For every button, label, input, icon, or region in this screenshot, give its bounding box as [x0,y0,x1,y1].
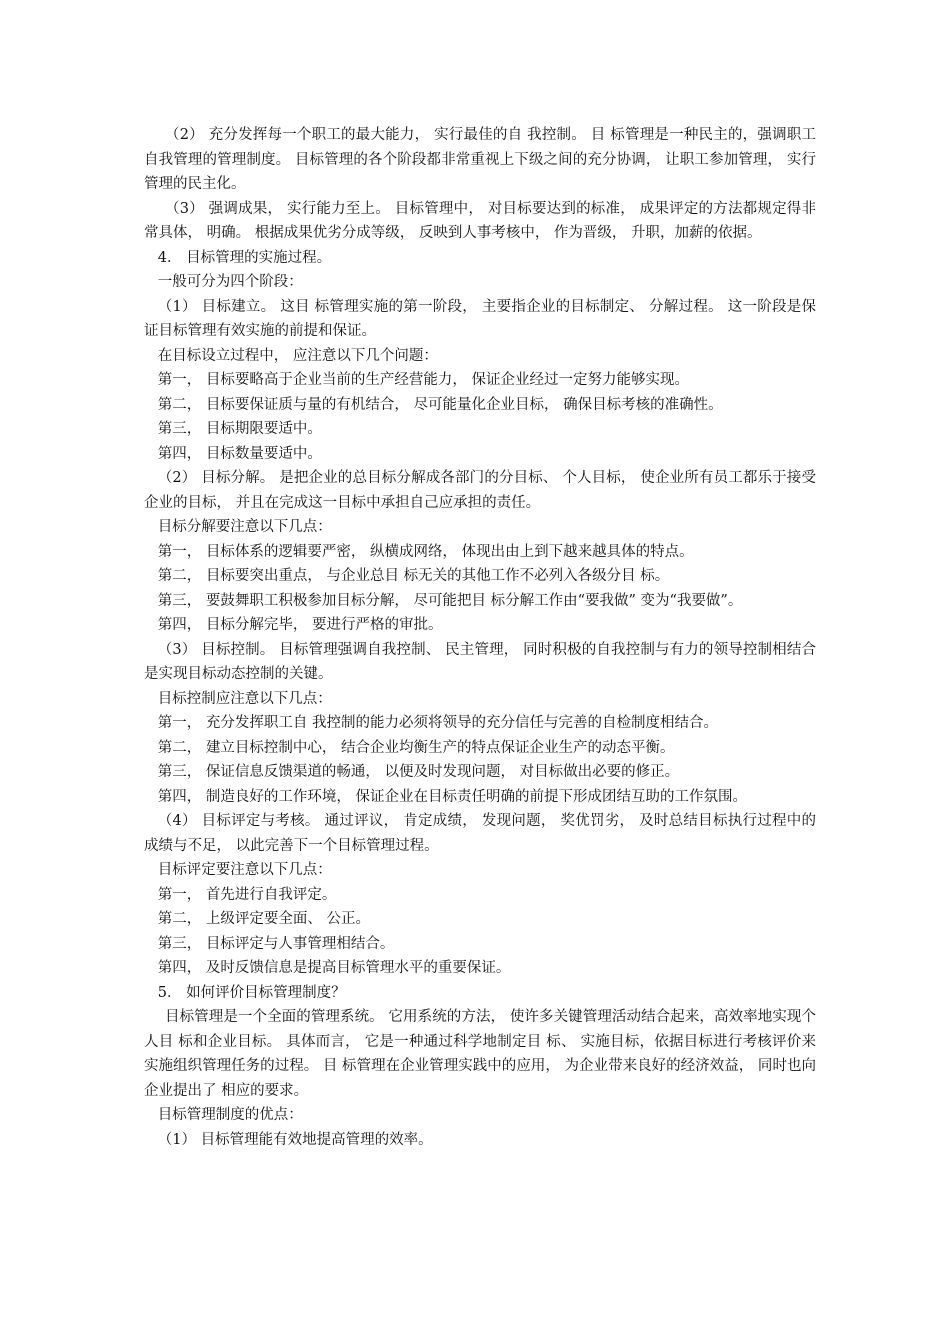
list-item: 第一， 目标要略高于企业当前的生产经营能力， 保证企业经过一定努力能够实现。 [157,372,689,388]
paragraph-stage-4-notes: 目标评定要注意以下几点： [157,862,332,878]
paragraph-stage-4: （4） 目标评定与考核。 通过评议， 肯定成绩， 发现问题， 奖优罚劣， 及时总结目标执行过程中的成绩与不足， 以此完善下一个目标管理过程。 [144,813,816,854]
paragraph-stage-1: （1） 目标建立。 这目 标管理实施的第一阶段， 主要指企业的目标制定、 分解过程。 这一阶段是保证目标管理有效实施的前提和保证。 [144,298,816,339]
paragraph-advantage-1: （1） 目标管理能有效地提高管理的效率。 [157,1131,433,1148]
paragraph-evaluation: 目标管理是一个全面的管理系统。 它用系统的方法， 使许多关键管理活动结合起来，高效率地实现个人目 标和企业目标。 具体而言， 它是一种通过科学地制定目 标、 实施目标，依据目标进行考核评价来实施组织管理任务的过程。 目 标管理在企业管理实践中的应用， 为企业带来良好的经济效益， 同时也向企业提出了 相应的要求。 [144,1009,816,1099]
paragraph-principle-2: （2） 充分发挥每一个职工的最大能力， 实行最佳的自 我控制。 目 标管理是一种民主的，强调职工自我管理的管理制度。 目标管理的各个阶段都非常重视上下级之间的充分协调， 让职工参加管理， 实行管理的民主化。 [144,127,816,192]
paragraph-stage-2-notes: 目标分解要注意以下几点： [157,519,332,535]
list-item: 第二， 建立目标控制中心， 结合企业均衡生产的特点保证企业生产的动态平衡。 [157,739,675,756]
paragraph-stage-3: （3） 目标控制。 目标管理强调自我控制、 民主管理， 同时积极的自我控制与有力的领导控制相结合是实现目标动态控制的关键。 [144,641,816,682]
list-item: 第二， 目标要突出重点， 与企业总目 标无关的其他工作不必列入各级分目 标。 [157,568,670,584]
paragraph-stages-intro: 一般可分为四个阶段： [157,274,303,290]
paragraph-principle-3: （3） 强调成果， 实行能力至上。 目标管理中， 对目标要达到的标准， 成果评定的方法都规定得非常具体， 明确。 根据成果优劣分成等级， 反映到人事考核中， 作为晋级， 升职，加薪的依据。 [144,200,816,241]
list-item: 第四， 目标分解完毕， 要进行严格的审批。 [157,617,443,633]
list-item: 第四， 制造良好的工作环境， 保证企业在目标责任明确的前提下形成团结互助的工作氛围。 [157,788,747,805]
list-item: 第一， 充分发挥职工自 我控制的能力必须将领导的充分信任与完善的自检制度相结合。 [157,715,718,731]
list-item: 第二， 上级评定要全面、 公正。 [157,911,370,927]
paragraph-stage-2: （2） 目标分解。 是把企业的总目标分解成各部门的分目标、 个人目标， 使企业所有员工都乐于接受企业的目标， 并且在完成这一目标中承担自己应承担的责任。 [144,470,816,511]
list-item: 第四， 及时反馈信息是提高目标管理水平的重要保证。 [157,960,511,976]
document-body [144,123,816,1152]
list-item: 第一， 目标体系的逻辑要严密， 纵横成网络， 体现出由上到下越来越具体的特点。 [157,543,694,560]
list-item: 第三， 保证信息反馈渠道的畅通， 以便及时发现问题， 对目标做出必要的修正。 [157,764,680,780]
paragraph-advantages-heading: 目标管理制度的优点： [157,1107,303,1123]
paragraph-stage-1-notes: 在目标设立过程中， 应注意以下几个问题： [157,347,438,364]
paragraph-stage-3-notes: 目标控制应注意以下几点： [157,690,332,707]
list-item: 第四， 目标数量要适中。 [157,445,322,462]
list-item: 第二， 目标要保证质与量的有机结合， 尽可能量化企业目标， 确保目标考核的准确性。 [157,396,723,413]
list-item: 第三， 目标评定与人事管理相结合。 [157,935,395,952]
section-heading-4: 4． 目标管理的实施过程。 [157,249,332,266]
list-item: 第三， 目标期限要适中。 [157,421,322,437]
list-item: 第三， 要鼓舞职工积极参加目标分解， 尽可能把目 标分解工作由“要我做” 变为“我要做”。 [157,592,743,609]
list-item: 第一， 首先进行自我评定。 [157,886,337,903]
section-heading-5: 5． 如何评价目标管理制度？ [157,984,346,1001]
